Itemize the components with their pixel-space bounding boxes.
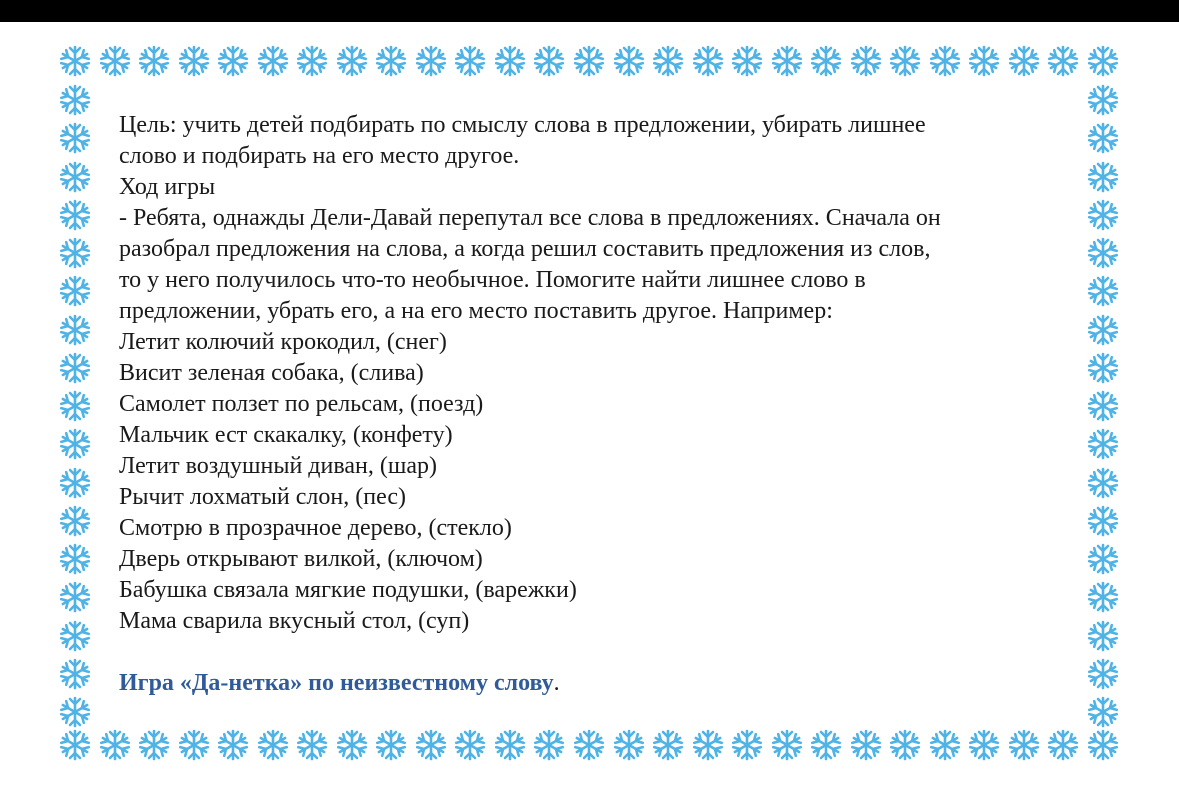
example-line: Мальчик ест скакалку, (конфету) — [119, 422, 453, 448]
snowflake-icon — [1085, 82, 1121, 118]
snowflake-icon — [136, 727, 172, 763]
snowflake-icon — [57, 618, 93, 654]
example-line: Летит воздушный диван, (шар) — [119, 453, 437, 479]
snowflake-icon — [334, 43, 370, 79]
next-game-title: Игра «Да-нетка» по неизвестному слову — [119, 670, 554, 696]
text-line: слово и подбирать на его место другое. — [119, 143, 520, 169]
snowflake-icon — [571, 727, 607, 763]
snowflake-icon — [57, 694, 93, 730]
text-line: то у него получилось что-то необычное. Помогите найти лишнее слово в — [119, 267, 866, 293]
top-bar — [0, 0, 1179, 22]
snowflake-icon — [1045, 43, 1081, 79]
snowflake-icon — [531, 43, 567, 79]
text-line: предложении, убрать его, а на его место поставить другое. Например: — [119, 298, 833, 324]
next-game-suffix: . — [553, 670, 560, 696]
snowflake-icon — [927, 727, 963, 763]
snowflake-icon — [611, 43, 647, 79]
example-line: Смотрю в прозрачное дерево, (стекло) — [119, 515, 512, 541]
text-line: Ход игры — [119, 174, 216, 200]
snowflake-icon — [1085, 656, 1121, 692]
snowflake-icon — [1085, 541, 1121, 577]
document-body — [119, 110, 1079, 699]
example-line: Бабушка связала мягкие подушки, (варежки) — [119, 577, 577, 603]
snowflake-icon — [136, 43, 172, 79]
snowflake-icon — [373, 727, 409, 763]
snowflake-icon — [1085, 388, 1121, 424]
snowflake-icon — [887, 43, 923, 79]
snowflake-icon — [57, 273, 93, 309]
snowflake-icon — [57, 312, 93, 348]
spacer — [119, 637, 1079, 668]
next-game-line — [119, 668, 1079, 699]
snowflake-icon — [57, 727, 93, 763]
snowflake-icon — [1085, 312, 1121, 348]
snowflake-icon — [255, 727, 291, 763]
snowflake-icon — [97, 43, 133, 79]
snowflake-icon — [531, 727, 567, 763]
snowflake-icon — [215, 43, 251, 79]
snowflake-icon — [57, 159, 93, 195]
snowflake-icon — [176, 727, 212, 763]
example-line: Мама сварила вкусный стол, (суп) — [119, 608, 470, 634]
snowflake-icon — [1085, 350, 1121, 386]
snowflake-icon — [1085, 43, 1121, 79]
snowflake-icon — [1085, 235, 1121, 271]
snowflake-icon — [690, 727, 726, 763]
snowflake-icon — [1085, 465, 1121, 501]
snowflake-icon — [611, 727, 647, 763]
snowflake-icon — [57, 503, 93, 539]
snowflake-icon — [57, 350, 93, 386]
snowflake-icon — [1045, 727, 1081, 763]
snowflake-icon — [492, 727, 528, 763]
example-line: Висит зеленая собака, (слива) — [119, 360, 424, 386]
snowflake-icon — [57, 656, 93, 692]
snowflake-icon — [57, 120, 93, 156]
snowflake-icon — [729, 727, 765, 763]
example-line: Самолет ползет по рельсам, (поезд) — [119, 391, 484, 417]
example-line: Рычит лохматый слон, (пес) — [119, 484, 406, 510]
snowflake-icon — [1085, 426, 1121, 462]
snowflake-icon — [769, 727, 805, 763]
snowflake-icon — [57, 541, 93, 577]
snowflake-icon — [887, 727, 923, 763]
snowflake-icon — [57, 579, 93, 615]
snowflake-icon — [808, 43, 844, 79]
snowflake-icon — [1085, 727, 1121, 763]
snowflake-icon — [690, 43, 726, 79]
snowflake-icon — [57, 426, 93, 462]
snowflake-icon — [927, 43, 963, 79]
snowflake-icon — [1006, 43, 1042, 79]
snowflake-icon — [57, 197, 93, 233]
snowflake-icon — [1085, 197, 1121, 233]
text-line: Цель: учить детей подбирать по смыслу слова в предложении, убирать лишнее — [119, 112, 926, 138]
snowflake-icon — [571, 43, 607, 79]
snowflake-icon — [452, 43, 488, 79]
snowflake-icon — [215, 727, 251, 763]
text-line: - Ребята, однажды Дели-Давай перепутал все слова в предложениях. Сначала он — [119, 205, 941, 231]
snowflake-icon — [57, 465, 93, 501]
snowflake-icon — [1085, 159, 1121, 195]
snowflake-icon — [413, 727, 449, 763]
snowflake-icon — [966, 43, 1002, 79]
snowflake-icon — [1006, 727, 1042, 763]
snowflake-icon — [57, 388, 93, 424]
snowflake-icon — [294, 727, 330, 763]
snowflake-icon — [334, 727, 370, 763]
snowflake-icon — [57, 43, 93, 79]
snowflake-icon — [650, 727, 686, 763]
snowflake-icon — [729, 43, 765, 79]
text-line: разобрал предложения на слова, а когда решил составить предложения из слов, — [119, 236, 931, 262]
snowflake-icon — [57, 82, 93, 118]
snowflake-icon — [176, 43, 212, 79]
snowflake-icon — [848, 43, 884, 79]
snowflake-icon — [769, 43, 805, 79]
snowflake-icon — [1085, 618, 1121, 654]
snowflake-icon — [966, 727, 1002, 763]
snowflake-icon — [1085, 694, 1121, 730]
snowflake-icon — [97, 727, 133, 763]
example-line: Летит колючий крокодил, (снег) — [119, 329, 447, 355]
snowflake-icon — [294, 43, 330, 79]
snowflake-icon — [452, 727, 488, 763]
snowflake-icon — [650, 43, 686, 79]
snowflake-icon — [255, 43, 291, 79]
example-line: Дверь открывают вилкой, (ключом) — [119, 546, 483, 572]
snowflake-icon — [848, 727, 884, 763]
snowflake-icon — [1085, 579, 1121, 615]
snowflake-icon — [1085, 120, 1121, 156]
snowflake-icon — [1085, 503, 1121, 539]
snowflake-icon — [492, 43, 528, 79]
snowflake-icon — [57, 235, 93, 271]
snowflake-icon — [413, 43, 449, 79]
snowflake-icon — [373, 43, 409, 79]
snowflake-icon — [1085, 273, 1121, 309]
snowflake-icon — [808, 727, 844, 763]
